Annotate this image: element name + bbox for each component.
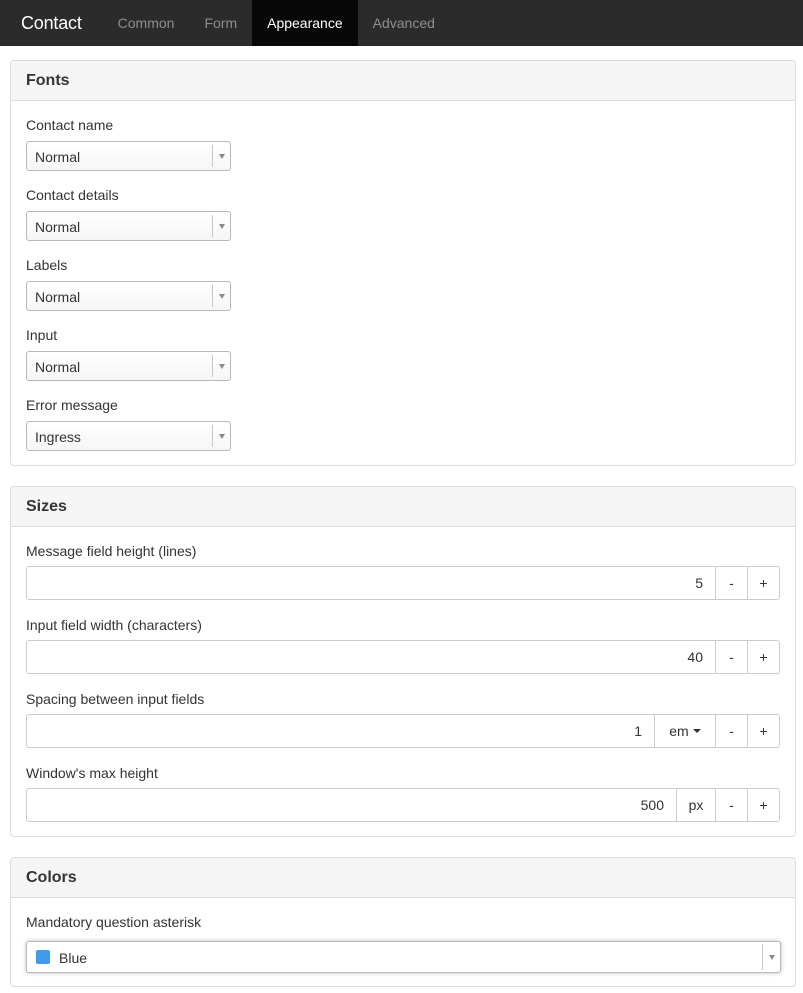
spacing-stepper <box>26 714 780 748</box>
select-divider <box>212 425 213 447</box>
caret-down-icon <box>693 729 701 733</box>
chevron-down-icon <box>219 154 225 159</box>
contact-details-font-select[interactable] <box>26 211 231 241</box>
select-value: Ingress <box>35 429 81 445</box>
contact-name-font-select[interactable] <box>26 141 231 171</box>
input-label: Input <box>26 327 58 343</box>
unit-label: em <box>669 723 689 739</box>
input-width-label: Input field width (characters) <box>26 617 202 633</box>
asterisk-color-label: Mandatory question asterisk <box>26 914 202 930</box>
select-value: Blue <box>59 950 88 966</box>
select-divider <box>212 215 213 237</box>
chevron-down-icon <box>219 224 225 229</box>
unit-dropdown[interactable] <box>654 715 715 747</box>
colors-panel-title: Colors <box>11 858 795 898</box>
input-font-select[interactable] <box>26 351 231 381</box>
decrement-button[interactable]: - <box>715 567 747 599</box>
sizes-panel-title: Sizes <box>11 487 795 527</box>
color-swatch <box>36 950 50 964</box>
increment-button[interactable]: + <box>747 641 779 673</box>
select-value: Normal <box>35 359 81 375</box>
error-message-font-select[interactable] <box>26 421 231 451</box>
chevron-down-icon <box>219 294 225 299</box>
select-value: Normal <box>35 219 81 235</box>
decrement-button[interactable]: - <box>715 715 747 747</box>
select-divider <box>212 285 213 307</box>
fonts-panel <box>10 60 796 466</box>
error-message-label: Error message <box>26 397 118 413</box>
brand-title[interactable]: Contact <box>21 12 82 33</box>
increment-button[interactable]: + <box>747 789 779 821</box>
select-divider <box>762 944 763 970</box>
asterisk-color-select[interactable] <box>26 941 781 973</box>
tab-common[interactable]: Common <box>117 15 175 31</box>
input-width-stepper <box>26 640 780 674</box>
select-value: Normal <box>35 149 81 165</box>
top-navbar <box>0 0 803 46</box>
message-height-label: Message field height (lines) <box>26 543 197 559</box>
increment-button[interactable]: + <box>747 715 779 747</box>
max-height-stepper <box>26 788 780 822</box>
tab-appearance[interactable]: Appearance <box>252 0 358 46</box>
chevron-down-icon <box>219 434 225 439</box>
contact-details-label: Contact details <box>26 187 119 203</box>
sizes-panel <box>10 486 796 837</box>
chevron-down-icon <box>769 955 775 960</box>
max-height-label: Window's max height <box>26 765 158 781</box>
contact-name-label: Contact name <box>26 117 114 133</box>
decrement-button[interactable]: - <box>715 641 747 673</box>
unit-label: px <box>676 789 715 821</box>
fonts-panel-title: Fonts <box>11 61 795 101</box>
spacing-input[interactable]: 1 <box>634 723 642 739</box>
message-height-stepper <box>26 566 780 600</box>
max-height-input[interactable]: 500 <box>640 797 664 813</box>
labels-font-select[interactable] <box>26 281 231 311</box>
labels-label: Labels <box>26 257 68 273</box>
tab-form[interactable]: Form <box>204 15 238 31</box>
spacing-label: Spacing between input fields <box>26 691 205 707</box>
input-width-input[interactable]: 40 <box>687 649 703 665</box>
decrement-button[interactable]: - <box>715 789 747 821</box>
chevron-down-icon <box>219 364 225 369</box>
select-divider <box>212 145 213 167</box>
increment-button[interactable]: + <box>747 567 779 599</box>
message-height-input[interactable]: 5 <box>695 575 703 591</box>
select-value: Normal <box>35 289 81 305</box>
tab-advanced[interactable]: Advanced <box>372 15 435 31</box>
colors-panel <box>10 857 796 987</box>
select-divider <box>212 355 213 377</box>
